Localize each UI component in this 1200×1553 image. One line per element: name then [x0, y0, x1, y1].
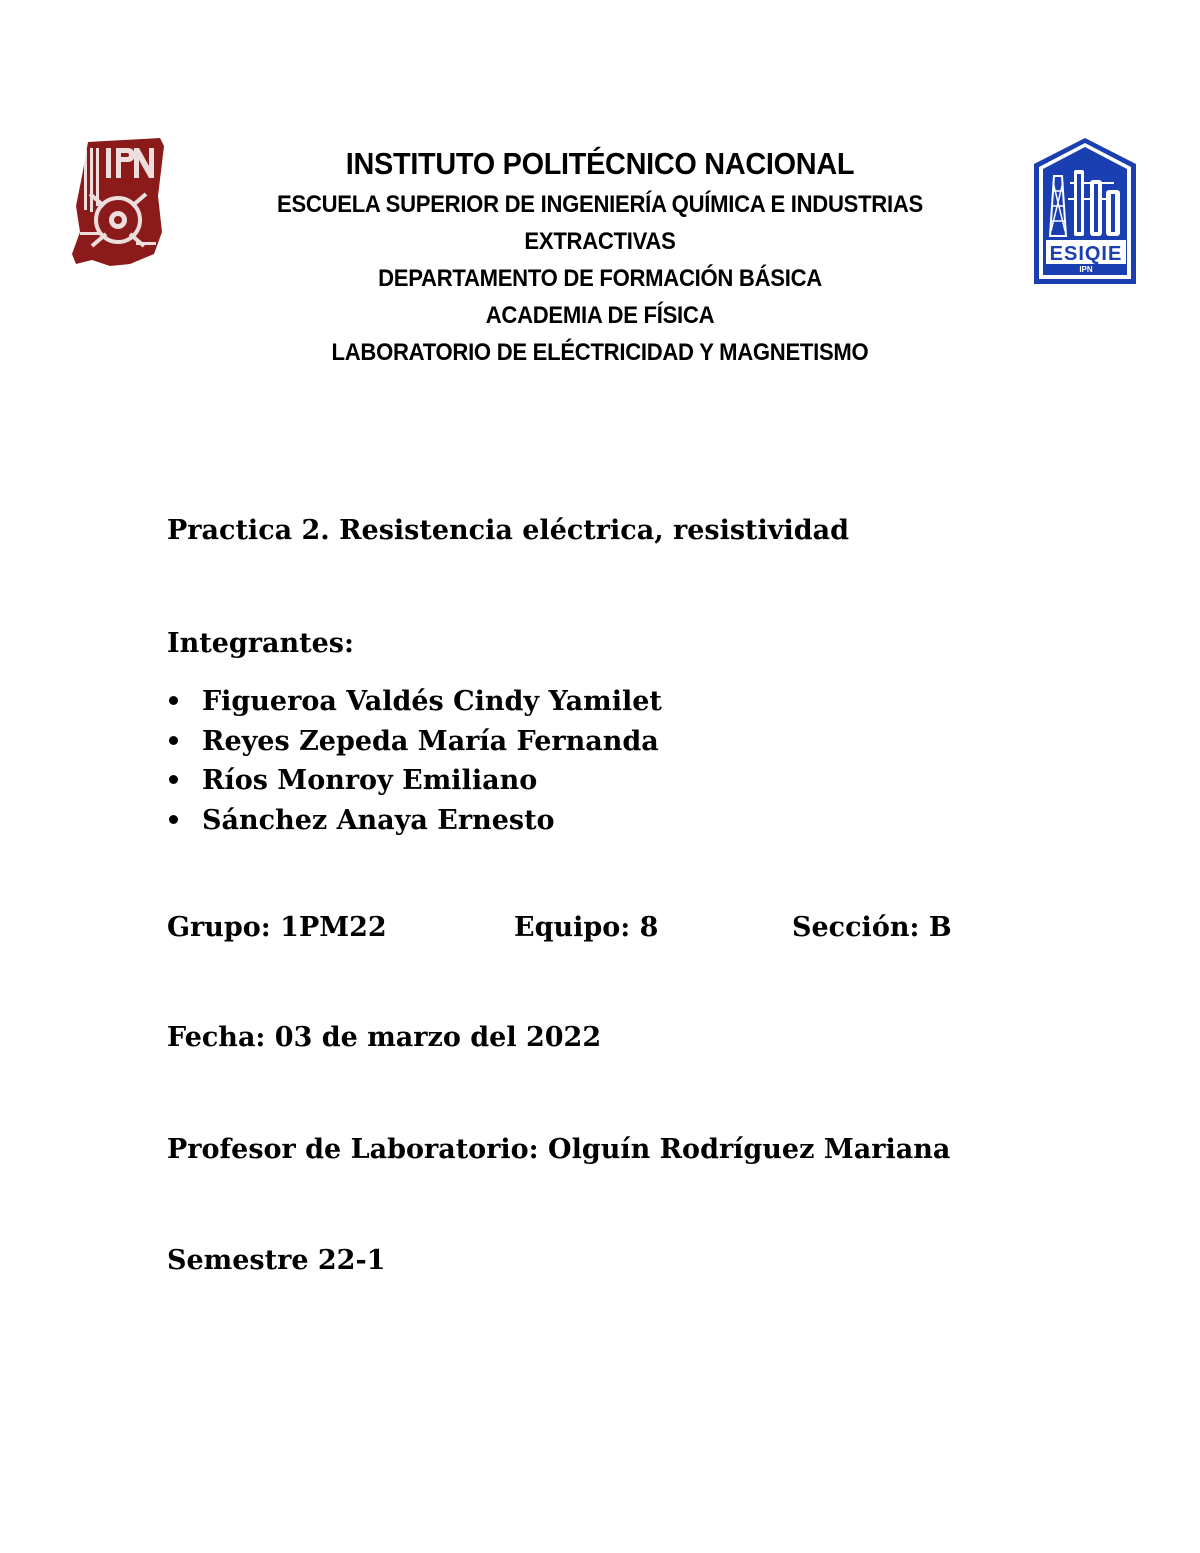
school-name-line1: ESCUELA SUPERIOR DE INGENIERÍA QUÍMICA E INDUSTRIAS — [277, 191, 923, 218]
esiqie-logo — [1032, 136, 1138, 286]
bullet-icon — [169, 815, 178, 824]
bullet-icon — [169, 696, 178, 705]
bullet-icon — [169, 736, 178, 745]
svg-text:ESIQIE: ESIQIE — [1049, 243, 1123, 265]
professor-line: Profesor de Laboratorio: Olguín Rodríguez Mariana — [167, 1134, 951, 1165]
institute-name: INSTITUTO POLITÉCNICO NACIONAL — [345, 146, 855, 181]
list-item — [167, 682, 662, 722]
semester-line: Semestre 22-1 — [167, 1245, 386, 1276]
list-item — [167, 722, 662, 762]
team-label: Equipo: 8 — [514, 912, 659, 943]
members-title: Integrantes: — [167, 628, 354, 659]
group-label: Grupo: 1PM22 — [167, 912, 387, 943]
ipn-logo — [70, 136, 166, 268]
member-name: Reyes Zepeda María Fernanda — [202, 725, 659, 757]
bullet-icon — [169, 775, 178, 784]
document-header — [170, 142, 1030, 371]
department-name: DEPARTAMENTO DE FORMACIÓN BÁSICA — [378, 265, 822, 292]
date-line: Fecha: 03 de marzo del 2022 — [167, 1022, 602, 1053]
members-list — [167, 682, 662, 840]
esiqie-logo-text: IPN — [1079, 265, 1093, 274]
laboratory-name: LABORATORIO DE ELÉCTRICIDAD Y MAGNETISMO — [331, 339, 869, 366]
list-item — [167, 801, 662, 841]
group-info-row — [0, 912, 1200, 952]
member-name: Sánchez Anaya Ernesto — [202, 804, 555, 836]
academy-name: ACADEMIA DE FÍSICA — [485, 302, 715, 329]
list-item — [167, 761, 662, 801]
member-name: Figueroa Valdés Cindy Yamilet — [202, 686, 662, 717]
member-name: Ríos Monroy Emiliano — [202, 765, 538, 796]
section-label: Sección: B — [792, 912, 952, 943]
school-name-line2: EXTRACTIVAS — [524, 228, 676, 255]
practice-title: Practica 2. Resistencia eléctrica, resistividad — [167, 515, 849, 546]
